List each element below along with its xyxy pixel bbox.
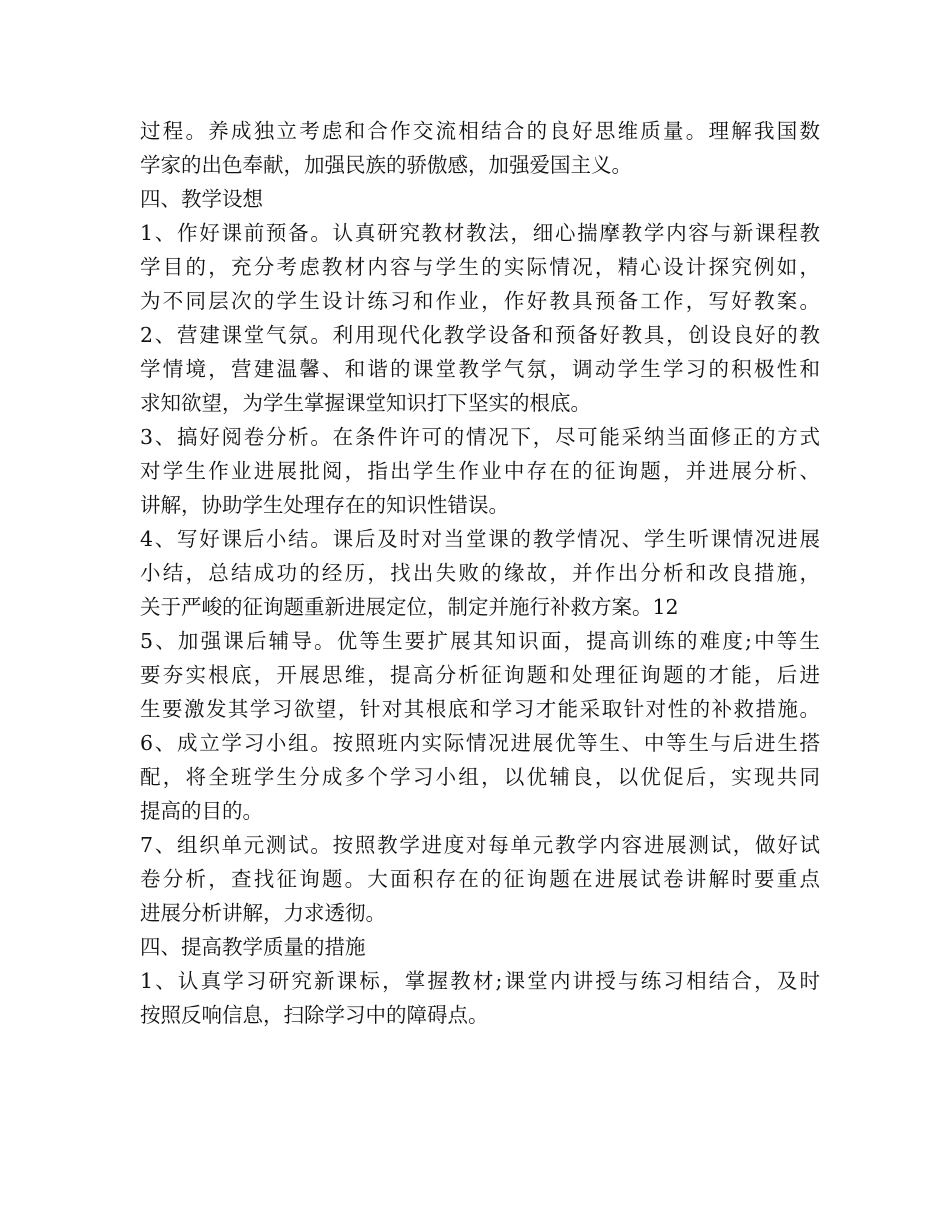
section-heading: 四、提高教学质量的措施: [140, 935, 366, 959]
text-line: 2、营建课堂气氛。利用现代化教学设备和预备好教具，创设良好的教: [140, 323, 820, 347]
text-line: 提高的目的。: [140, 799, 263, 823]
text-line: 讲解，协助学生处理存在的知识性错误。: [140, 493, 509, 517]
text-line: 1、作好课前预备。认真研究教材教法，细心揣摩教学内容与新课程教: [140, 221, 820, 245]
text-line: 5、加强课后辅导。优等生要扩展其知识面，提高训练的难度;中等生: [140, 629, 820, 653]
text-line: 过程。养成独立考虑和合作交流相结合的良好思维质量。理解我国数: [140, 119, 820, 143]
text-line: 4、写好课后小结。课后及时对当堂课的教学情况、学生听课情况进展: [140, 527, 820, 551]
text-line: 7、组织单元测试。按照教学进度对每单元教学内容进展测试，做好试: [140, 833, 820, 857]
text-line: 要夯实根底，开展思维，提高分析征询题和处理征询题的才能，后进: [140, 663, 820, 687]
text-line: 关于严峻的征询题重新进展定位，制定并施行补救方案。12: [140, 595, 679, 619]
document-body: [140, 114, 820, 1032]
text-line: 进展分析讲解，力求透彻。: [140, 901, 386, 925]
text-line: 学目的，充分考虑教材内容与学生的实际情况，精心设计探究例如，: [140, 255, 820, 279]
text-line: 对学生作业进展批阅，指出学生作业中存在的征询题，并进展分析、: [140, 459, 820, 483]
text-line: 生要激发其学习欲望，针对其根底和学习才能采取针对性的补救措施。: [140, 697, 820, 721]
text-line: 卷分析，查找征询题。大面积存在的征询题在进展试卷讲解时要重点: [140, 867, 820, 891]
text-line: 学家的出色奉献，加强民族的骄傲感，加强爱国主义。: [140, 153, 632, 177]
text-line: 1、认真学习研究新课标，掌握教材;课堂内讲授与练习相结合，及时: [140, 969, 820, 993]
text-line: 学情境，营建温馨、和谐的课堂教学气氛，调动学生学习的积极性和: [140, 357, 820, 381]
text-line: 配，将全班学生分成多个学习小组，以优辅良，以优促后，实现共同: [140, 765, 820, 789]
text-line: 3、搞好阅卷分析。在条件许可的情况下，尽可能采纳当面修正的方式: [140, 425, 820, 449]
text-line: 求知欲望，为学生掌握课堂知识打下坚实的根底。: [140, 391, 591, 415]
text-line: 为不同层次的学生设计练习和作业，作好教具预备工作，写好教案。: [140, 289, 820, 313]
text-line: 小结，总结成功的经历，找出失败的缘故，并作出分析和改良措施，: [140, 561, 820, 585]
section-heading: 四、教学设想: [140, 187, 263, 211]
text-line: 按照反响信息，扫除学习中的障碍点。: [140, 1003, 489, 1027]
text-line: 6、成立学习小组。按照班内实际情况进展优等生、中等生与后进生搭: [140, 731, 820, 755]
